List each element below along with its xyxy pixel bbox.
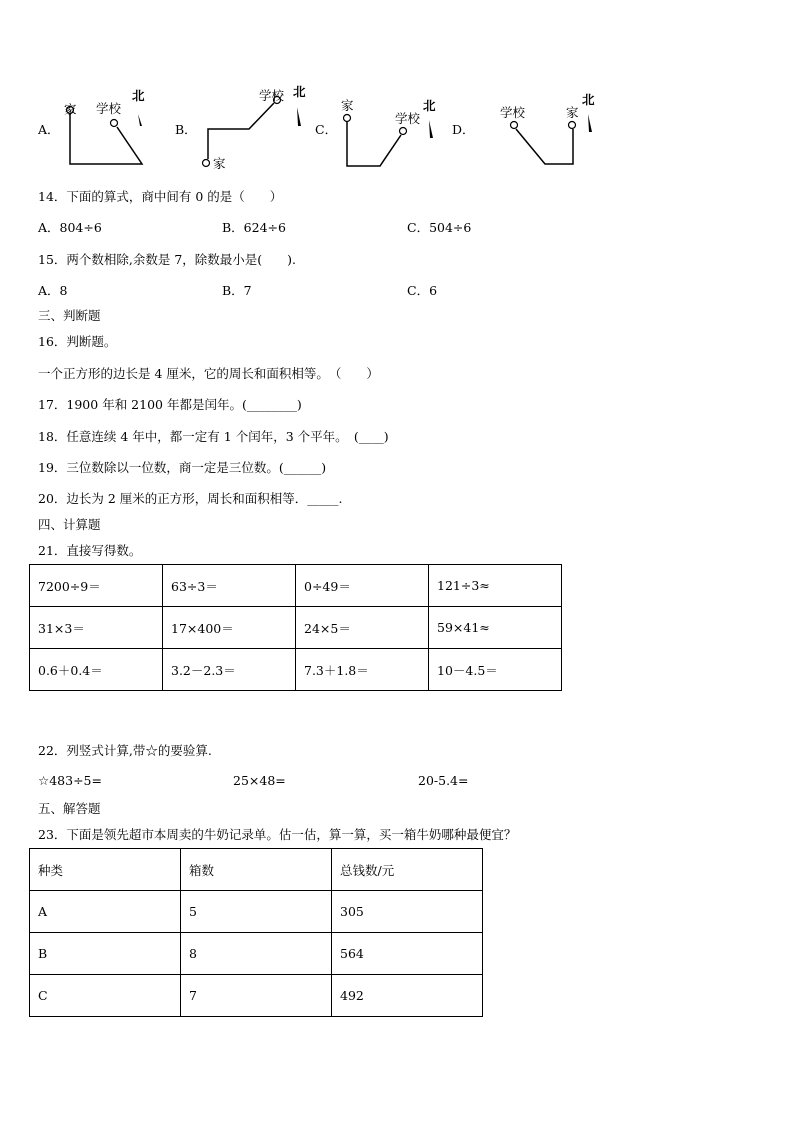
north-arrow-icon — [588, 114, 592, 132]
q15-option-c[interactable]: C．6 — [407, 283, 438, 298]
school-label: 学校 — [96, 101, 122, 116]
table-row — [30, 565, 562, 607]
option-letter: D． — [452, 122, 475, 137]
q16-statement: 一个正方形的边长是 4 厘米，它的周长和面积相等。 （ ） — [38, 366, 379, 381]
north-label: 北 — [293, 84, 306, 99]
table-cell: 59×41≈ — [429, 607, 562, 649]
north-arrow-icon — [429, 120, 433, 138]
table-cell: 564 — [332, 933, 483, 975]
q22-title: 22．列竖式计算,带☆的要验算. — [38, 743, 212, 758]
table-cell: 7 — [181, 975, 332, 1017]
table-cell: C — [30, 975, 181, 1017]
table-cell: B — [30, 933, 181, 975]
school-label: 学校 — [500, 105, 526, 120]
q21-title: 21．直接写得数。 — [38, 543, 142, 558]
table-cell: 10－4.5＝ — [429, 649, 562, 691]
table-row — [30, 975, 483, 1017]
table-cell: A — [30, 891, 181, 933]
route-map-a — [58, 80, 178, 170]
q20: 20．边长为 2 厘米的正方形，周长和面积相等．_____. — [38, 491, 343, 506]
q15-option-a[interactable]: A．8 — [38, 283, 68, 298]
north-label: 北 — [423, 98, 436, 113]
option-letter: A． — [38, 122, 60, 137]
q22-item-1: ☆483÷5= — [38, 773, 102, 788]
table-cell: 8 — [181, 933, 332, 975]
q23-question: 23．下面是领先超市本周卖的牛奶记录单。估一估，算一算，买一箱牛奶哪种最便宜？ — [38, 827, 517, 842]
section-5-heading: 五、解答题 — [38, 801, 101, 816]
q14-question: 14．下面的算式，商中间有 0 的是（ ） — [38, 189, 283, 204]
q17: 17．1900 年和 2100 年都是闰年。(________) — [38, 397, 302, 412]
q23-milk-table — [29, 848, 483, 1017]
q14-option-a[interactable]: A．804÷6 — [38, 220, 102, 235]
section-4-heading: 四、计算题 — [38, 517, 101, 532]
north-label: 北 — [582, 92, 595, 107]
column-header: 总钱数/元 — [332, 849, 483, 891]
q22-item-2: 25×48= — [233, 773, 286, 788]
table-cell: 63÷3＝ — [163, 565, 296, 607]
table-cell: 492 — [332, 975, 483, 1017]
table-cell: 24×5＝ — [296, 607, 429, 649]
option-letter: B． — [175, 122, 197, 137]
home-label: 家 — [213, 156, 226, 171]
table-cell: 3.2－2.3＝ — [163, 649, 296, 691]
column-header: 种类 — [30, 849, 181, 891]
q14-option-c[interactable]: C．504÷6 — [407, 220, 472, 235]
table-row — [30, 891, 483, 933]
option-letter: C． — [315, 122, 338, 137]
table-row — [30, 607, 562, 649]
table-cell: 5 — [181, 891, 332, 933]
q15-question: 15．两个数相除,余数是 7，除数最小是( ). — [38, 252, 297, 267]
table-cell: 7.3＋1.8＝ — [296, 649, 429, 691]
school-label: 学校 — [259, 88, 285, 103]
q15-option-b[interactable]: B．7 — [222, 283, 252, 298]
table-row — [30, 649, 562, 691]
column-header: 箱数 — [181, 849, 332, 891]
table-row — [30, 933, 483, 975]
q19: 19．三位数除以一位数，商一定是三位数。(______) — [38, 460, 327, 475]
q16-title: 16．判断题。 — [38, 334, 117, 349]
q14-option-b[interactable]: B．624÷6 — [222, 220, 286, 235]
home-label: 家 — [566, 105, 579, 120]
school-label: 学校 — [395, 111, 421, 126]
table-cell: 305 — [332, 891, 483, 933]
table-cell: 17×400＝ — [163, 607, 296, 649]
table-cell: 0÷49＝ — [296, 565, 429, 607]
table-cell: 121÷3≈ — [429, 565, 562, 607]
q18: 18．任意连续 4 年中，都一定有 1 个闰年，3 个平年。 (____) — [38, 429, 389, 444]
home-label: 家 — [341, 98, 354, 113]
section-3-heading: 三、判断题 — [38, 308, 101, 323]
table-header-row — [30, 849, 483, 891]
home-label: 家 — [64, 102, 77, 117]
north-arrow-icon — [297, 107, 301, 126]
q22-item-3: 20-5.4= — [418, 773, 469, 788]
q21-calc-table — [29, 564, 562, 691]
table-cell: 31×3＝ — [30, 607, 163, 649]
table-cell: 0.6＋0.4＝ — [30, 649, 163, 691]
north-label: 北 — [132, 88, 145, 103]
table-cell: 7200÷9＝ — [30, 565, 163, 607]
north-arrow-icon — [138, 114, 142, 126]
